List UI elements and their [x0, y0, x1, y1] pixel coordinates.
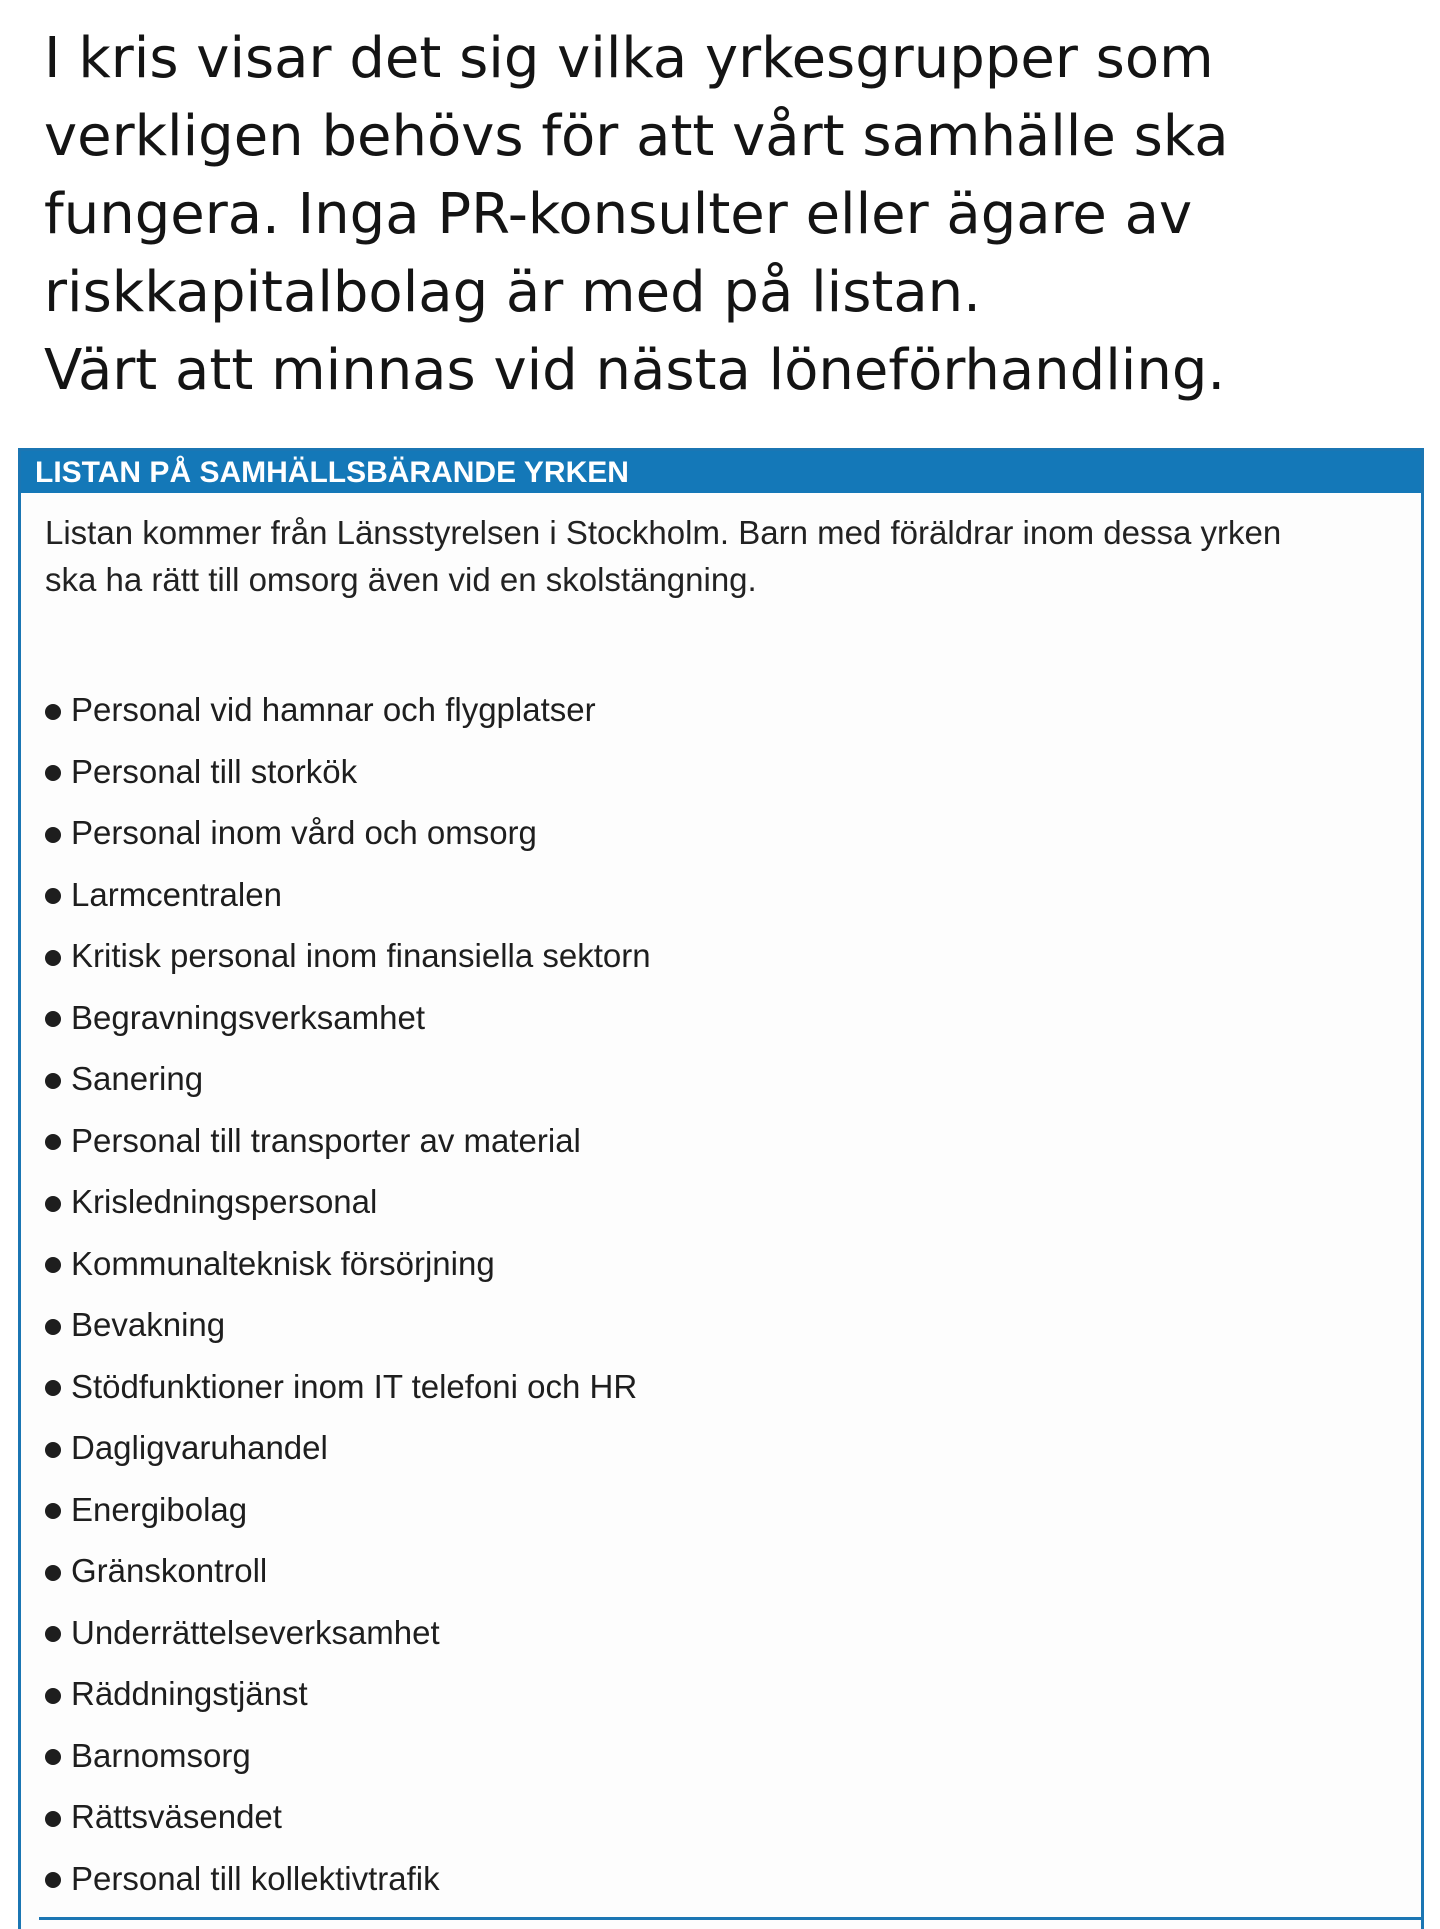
list-item — [45, 987, 651, 1049]
bullet-icon — [45, 1872, 61, 1888]
bullet-icon — [45, 1011, 61, 1027]
list-header: LISTAN PÅ SAMHÄLLSBÄRANDE YRKEN — [21, 451, 1421, 493]
bullet-icon — [45, 765, 61, 781]
list-item-label: Personal till storkök — [71, 752, 358, 790]
list-item-label: Gränskontroll — [71, 1552, 268, 1589]
list-item-label: Rättsväsendet — [71, 1798, 282, 1835]
list-item — [45, 1233, 651, 1295]
list-item-label: Dagligvaruhandel — [71, 1429, 328, 1466]
list-item — [45, 864, 651, 926]
list-item — [45, 679, 651, 741]
list-item — [45, 1786, 651, 1848]
bullet-icon — [45, 950, 61, 966]
list-item — [45, 1048, 651, 1110]
list-item — [45, 1171, 651, 1233]
list-intro — [45, 509, 1395, 603]
post-text — [44, 20, 1404, 410]
list-item — [45, 1356, 651, 1418]
bullet-icon — [45, 888, 61, 904]
post-text-line: fungera. Inga PR-konsulter eller ägare av — [44, 182, 1193, 247]
list-item-label: Barnomsorg — [71, 1736, 251, 1774]
bullet-icon — [45, 704, 61, 720]
list-item — [45, 1294, 651, 1356]
list-item-label: Personal till kollektivtrafik — [71, 1859, 440, 1897]
post-text-line: Värt att minnas vid nästa löneförhandling. — [44, 338, 1226, 403]
bottom-divider — [39, 1917, 1421, 1920]
list-item — [45, 1602, 651, 1664]
bullet-icon — [45, 1380, 61, 1396]
list-item-label: Personal vid hamnar och flygplatser — [71, 691, 596, 728]
bullet-icon — [45, 1442, 61, 1458]
list-item-label: Sanering — [71, 1060, 204, 1097]
bullet-icon — [45, 1626, 61, 1642]
list-item-label: Personal till transporter av material — [71, 1121, 581, 1159]
intro-line: ska ha rätt till omsorg även vid en skolstängning. — [45, 561, 757, 598]
bullet-icon — [45, 1319, 61, 1335]
list-item — [45, 1848, 651, 1910]
list-item-label: Begravningsverksamhet — [71, 998, 426, 1036]
list-item — [45, 1540, 651, 1602]
intro-line: Listan kommer från Länsstyrelsen i Stockholm. Barn med föräldrar inom dessa yrken — [45, 514, 1282, 551]
bullet-icon — [45, 1196, 61, 1212]
list-item — [45, 1417, 651, 1479]
list-item — [45, 1479, 651, 1541]
bullet-icon — [45, 1134, 61, 1150]
bullet-icon — [45, 1565, 61, 1581]
list-item-label: Stödfunktioner inom IT telefoni och HR — [71, 1367, 638, 1405]
list-item-label: Underrättelseverksamhet — [71, 1613, 440, 1651]
bullet-icon — [45, 827, 61, 843]
list-item-label: Räddningstjänst — [71, 1675, 308, 1712]
bullet-icon — [45, 1257, 61, 1273]
list-item — [45, 741, 651, 803]
list-item — [45, 802, 651, 864]
list-item-label: Energibolag — [71, 1490, 248, 1528]
list-item — [45, 1663, 651, 1725]
post-text-line: riskkapitalbolag är med på listan. — [44, 260, 981, 325]
bullet-icon — [45, 1811, 61, 1827]
list-item-label: Krisledningspersonal — [71, 1183, 378, 1220]
list-item — [45, 1725, 651, 1787]
occupation-list — [45, 679, 651, 1909]
list-item-label: Personal inom vård och omsorg — [71, 814, 537, 851]
bullet-icon — [45, 1749, 61, 1765]
post-text-line: verkligen behövs för att vårt samhälle ska — [44, 104, 1229, 169]
bullet-icon — [45, 1503, 61, 1519]
post-text-line: I kris visar det sig vilka yrkesgrupper som — [44, 26, 1214, 91]
list-item-label: Kritisk personal inom finansiella sektorn — [71, 937, 651, 974]
list-item — [45, 925, 651, 987]
list-item-label: Larmcentralen — [71, 875, 282, 913]
bullet-icon — [45, 1073, 61, 1089]
list-item — [45, 1110, 651, 1172]
bullet-icon — [45, 1688, 61, 1704]
occupation-list-box — [18, 448, 1424, 1929]
list-item-label: Bevakning — [71, 1306, 226, 1343]
list-item-label: Kommunalteknisk försörjning — [71, 1244, 495, 1282]
